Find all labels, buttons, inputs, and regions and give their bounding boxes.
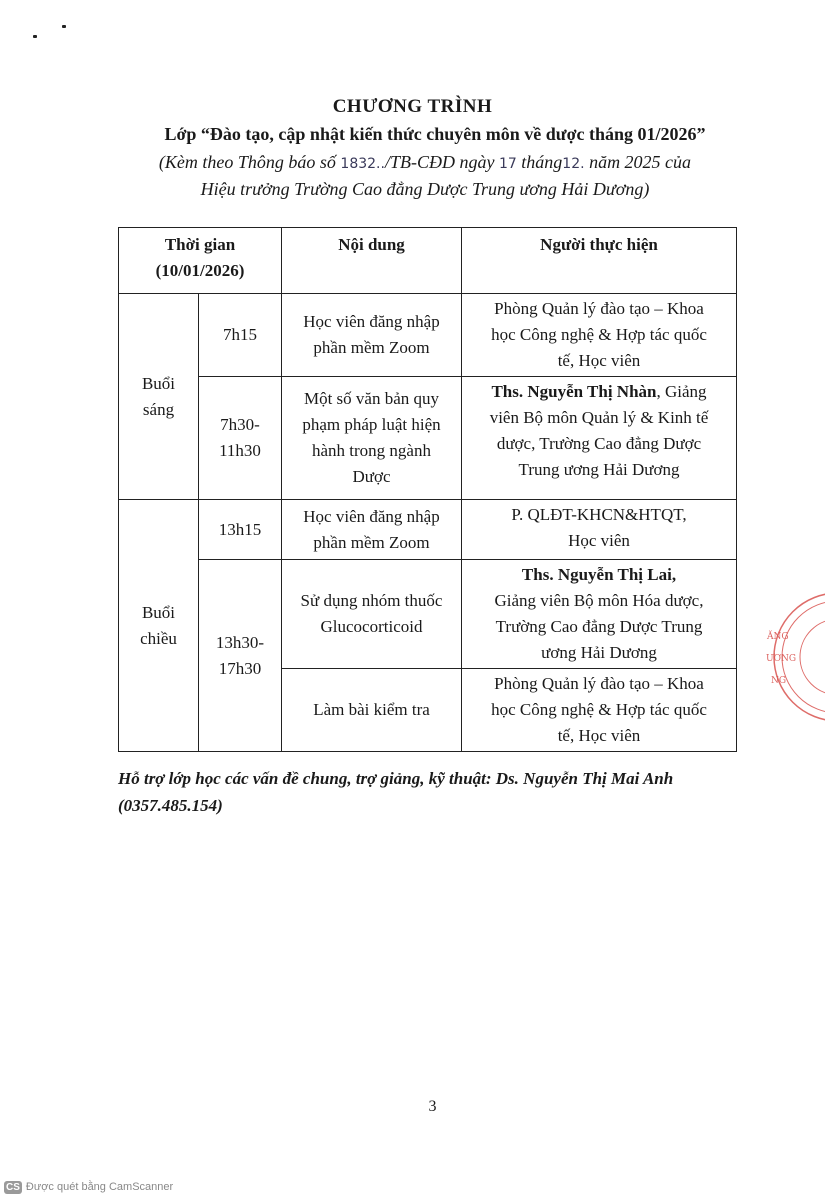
support-note: Hỗ trợ lớp học các vấn đề chung, trợ giảng, kỹ thuật: Ds. Nguyễn Thị Mai Anh (0357.485.154) — [118, 769, 674, 815]
header-performer: Người thực hiện — [462, 228, 737, 294]
schedule-table — [118, 227, 737, 752]
performer-cell: Phòng Quản lý đào tạo – Khoa học Công nghệ & Hợp tác quốc tế, Học viên — [462, 669, 737, 752]
table-row — [119, 560, 737, 669]
scan-speck — [33, 35, 37, 38]
watermark-text: Được quét bằng CamScanner — [25, 1181, 174, 1193]
header-time: Thời gian (10/01/2026) — [119, 228, 282, 294]
content-cell: Học viên đăng nhập phần mềm Zoom — [282, 500, 462, 560]
content-cell: Học viên đăng nhập phần mềm Zoom — [282, 294, 462, 377]
camscanner-logo-icon: CS — [6, 1181, 20, 1193]
handwritten-number: 1832.. — [340, 156, 385, 172]
attachment-line-1: (Kèm theo Thông báo số 1832../TB-CĐD ngày 17 tháng12. năm 2025 của — [158, 152, 692, 172]
table-row — [119, 500, 737, 560]
time-cell: 7h15 — [199, 294, 282, 377]
time-cell: 13h15 — [199, 500, 282, 560]
stamp-text: ĂNG — [767, 632, 789, 642]
attachment-line-2: Hiệu trưởng Trường Cao đẳng Dược Trung ương Hải Dương) — [200, 179, 650, 199]
handwritten-day: 17 — [498, 156, 517, 172]
performer-cell: Phòng Quản lý đào tạo – Khoa học Công nghệ & Hợp tác quốc tế, Học viên — [462, 294, 737, 377]
performer-cell: P. QLĐT-KHCN&HTQT, Học viên — [462, 500, 737, 560]
document-title: CHƯƠNG TRÌNH — [332, 96, 493, 117]
session-afternoon: Buổi chiều — [119, 500, 199, 752]
content-cell: Một số văn bản quy phạm pháp luật hiện hành trong ngành Dược — [282, 377, 462, 500]
content-cell: Sử dụng nhóm thuốc Glucocorticoid — [282, 560, 462, 669]
attachment-reference — [0, 150, 825, 202]
header-content: Nội dung — [282, 228, 462, 294]
scan-speck — [62, 25, 66, 28]
official-stamp-icon — [763, 585, 825, 735]
session-morning: Buổi sáng — [119, 294, 199, 500]
lecturer-name: Ths. Nguyễn Thị Lai, — [521, 565, 677, 584]
performer-cell: Ths. Nguyễn Thị Nhàn, Giảng viên Bộ môn Quản lý & Kinh tế dược, Trường Cao đẳng Dược Trung ương Hải Dương — [462, 377, 737, 500]
scanner-watermark — [4, 1178, 173, 1196]
handwritten-month: 12. — [562, 156, 585, 172]
content-cell: Làm bài kiểm tra — [282, 669, 462, 752]
table-row — [119, 377, 737, 500]
time-cell: 7h30- 11h30 — [199, 377, 282, 500]
stamp-text: ƯƠNG — [766, 654, 797, 664]
performer-cell: Ths. Nguyễn Thị Lai, Giảng viên Bộ môn Hóa dược, Trường Cao đẳng Dược Trung ương Hải Dương — [462, 560, 737, 669]
document-subtitle: Lớp “Đào tạo, cập nhật kiến thức chuyên môn về dược tháng 01/2026” — [164, 124, 706, 144]
table-row — [119, 294, 737, 377]
lecturer-name: Ths. Nguyễn Thị Nhàn — [491, 382, 657, 401]
stamp-text: NG — [771, 676, 787, 686]
time-cell: 13h30- 17h30 — [199, 560, 282, 752]
table-header-row — [119, 228, 737, 294]
page-number: 3 — [428, 1098, 437, 1115]
